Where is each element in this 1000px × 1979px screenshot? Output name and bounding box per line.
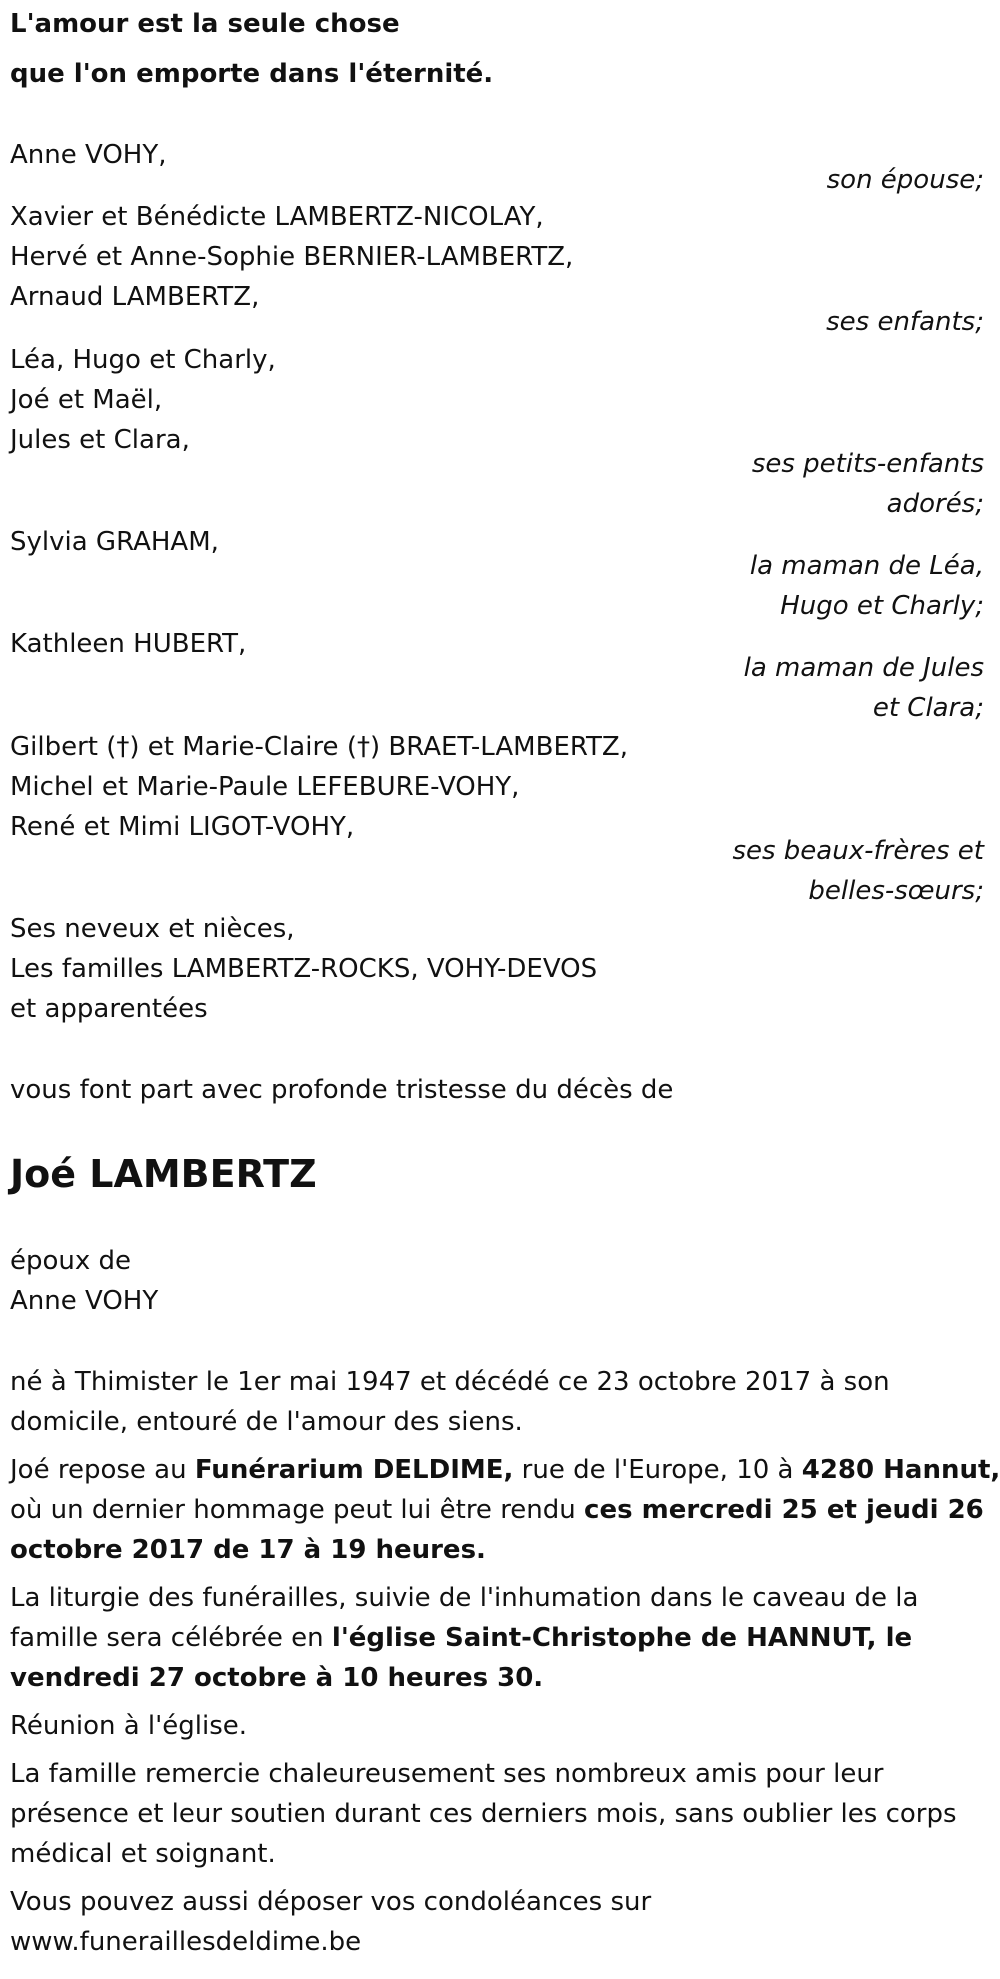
birth-death-line-1: né à Thimister le 1er mai 1947 et décédé ce 23 octobre 2017 à son: [10, 1367, 890, 1397]
inlaw-1: Gilbert (†) et Marie-Claire (†) BRAET-LAMBERTZ,: [10, 732, 629, 762]
grandchildren-1: Léa, Hugo et Charly,: [10, 345, 276, 375]
liturgy-line-3: vendredi 27 octobre à 10 heures 30.: [10, 1663, 544, 1693]
repose-text-e: où un dernier hommage peut lui être rendu: [10, 1495, 585, 1525]
grandchildren-3: Jules et Clara,: [10, 425, 190, 455]
inlaw-3: René et Mimi LIGOT-VOHY,: [10, 812, 355, 842]
repose-text-a: Joé repose au: [10, 1455, 195, 1485]
liturgy-line-2: [10, 1618, 912, 1658]
announcement: vous font part avec profonde tristesse du décès de: [10, 1075, 674, 1105]
condolences-website-link[interactable]: www.funeraillesdeldime.be: [10, 1927, 362, 1957]
epigraph-line-2: que l'on emporte dans l'éternité.: [10, 59, 494, 89]
grandchildren-2: Joé et Maël,: [10, 385, 163, 415]
children-role: ses enfants;: [826, 307, 984, 337]
funerarium-city: 4280 Hannut,: [801, 1455, 1000, 1485]
hubert-name: Kathleen HUBERT,: [10, 629, 247, 659]
inlaws-role-2: belles-sœurs;: [808, 876, 984, 906]
grandchildren-role-2: adorés;: [886, 489, 984, 519]
funerarium-name: Funérarium DELDIME,: [194, 1455, 514, 1485]
child-1: Xavier et Bénédicte LAMBERTZ-NICOLAY,: [10, 202, 544, 232]
inlaws-role-1: ses beaux-frères et: [732, 836, 984, 866]
child-2: Hervé et Anne-Sophie BERNIER-LAMBERTZ,: [10, 242, 574, 272]
repose-text-c: rue de l'Europe, 10 à: [513, 1455, 802, 1485]
meeting-note: Réunion à l'église.: [10, 1711, 248, 1741]
church-name: l'église Saint-Christophe de HANNUT, le: [331, 1623, 913, 1653]
thanks-line-1: La famille remercie chaleureusement ses nombreux amis pour leur: [10, 1759, 884, 1789]
others-3: et apparentées: [10, 994, 208, 1024]
spouse-of-label: époux de: [10, 1246, 132, 1276]
others-2: Les familles LAMBERTZ-ROCKS, VOHY-DEVOS: [10, 954, 598, 984]
graham-role-1: la maman de Léa,: [749, 551, 984, 581]
hubert-role-1: la maman de Jules: [743, 653, 984, 683]
inlaw-2: Michel et Marie-Paule LEFEBURE-VOHY,: [10, 772, 520, 802]
birth-death-line-2: domicile, entouré de l'amour des siens.: [10, 1407, 523, 1437]
deceased-spouse: Anne VOHY: [10, 1286, 159, 1316]
liturgy-line-1: La liturgie des funérailles, suivie de l'inhumation dans le caveau de la: [10, 1583, 919, 1613]
child-3: Arnaud LAMBERTZ,: [10, 282, 260, 312]
hubert-role-2: et Clara;: [872, 693, 984, 723]
repose-line-2: [10, 1490, 984, 1530]
graham-role-2: Hugo et Charly;: [780, 591, 984, 621]
repose-line-3: octobre 2017 de 17 à 19 heures.: [10, 1535, 486, 1565]
condolences-text: Vous pouvez aussi déposer vos condoléances sur: [10, 1887, 652, 1917]
thanks-line-2: présence et leur soutien durant ces derniers mois, sans oublier les corps: [10, 1799, 957, 1829]
spouse-name: Anne VOHY,: [10, 140, 167, 170]
others-1: Ses neveux et nièces,: [10, 914, 295, 944]
liturgy-text-a: famille sera célébrée en: [10, 1623, 332, 1653]
visitation-dates: ces mercredi 25 et jeudi 26: [584, 1495, 984, 1525]
epigraph-line-1: L'amour est la seule chose: [10, 9, 400, 39]
graham-name: Sylvia GRAHAM,: [10, 527, 219, 557]
thanks-line-3: médical et soignant.: [10, 1839, 276, 1869]
repose-line-1: [10, 1450, 1000, 1490]
grandchildren-role-1: ses petits-enfants: [751, 449, 984, 479]
deceased-name: Joé LAMBERTZ: [10, 1152, 317, 1196]
spouse-role: son épouse;: [826, 165, 984, 195]
